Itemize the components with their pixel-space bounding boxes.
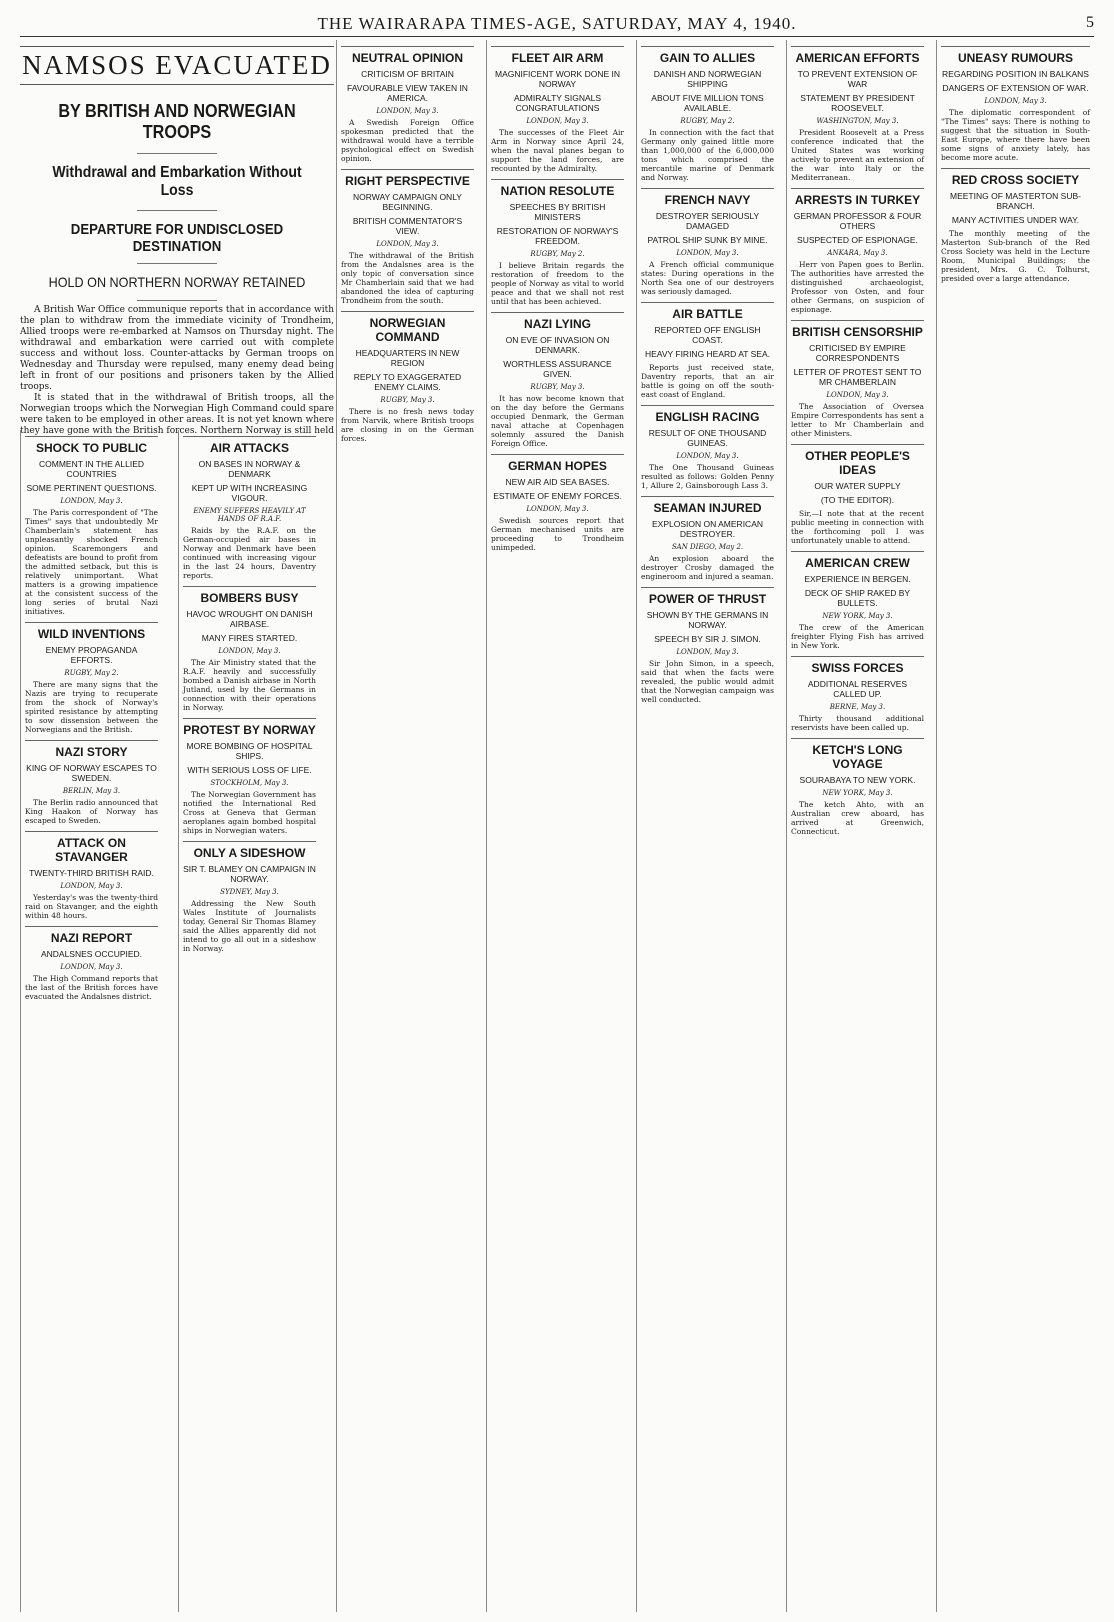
news-story (491, 46, 624, 173)
story-subhead: BRITISH COMMENTATOR'S VIEW. (352, 216, 463, 236)
lead-deck-3: DEPARTURE FOR UNDISCLOSED DESTINATION (70, 221, 284, 255)
story-subhead: CRITICISM OF BRITAIN (361, 69, 454, 79)
lead-story (20, 40, 334, 436)
story-body: Reports just received state, Daventry reports, that an air battle is going on off the south-east coast of England. (641, 363, 774, 399)
story-subhead: DESTROYER SERIOUSLY DAMAGED (655, 211, 760, 231)
divider (137, 153, 217, 154)
story-body: Swedish sources report that German mechanised units are proceeding to Trondheim unimpeded. (491, 516, 624, 552)
story-dateline: LONDON, May 3. (376, 107, 439, 115)
story-body: The High Command reports that the last of the British forces have evacuated the Andalsnes district. (25, 974, 158, 1001)
story-subhead: DECK OF SHIP RAKED BY BULLETS. (804, 588, 911, 608)
story-dateline: LONDON, May 3. (676, 249, 739, 257)
story-body: President Roosevelt at a Press conference indicated that the United States was working actively to prevent an extension of the war into Italy or the Mediterranean. (791, 128, 924, 182)
story-body: The diplomatic correspondent of "The Times" says: There is nothing to suggest that the situation in South-East Europe, where there have been some signs of anxiety lately, has become more acute. (941, 108, 1090, 162)
story-subhead: ESTIMATE OF ENEMY FORCES. (493, 491, 622, 501)
story-subhead: ENEMY PROPAGANDA EFFORTS. (45, 645, 138, 665)
story-subhead: SHOWN BY THE GERMANS IN NORWAY. (646, 610, 769, 630)
lead-headline: NAMSOS EVACUATED (20, 46, 334, 85)
story-subhead: SOURABAYA TO NEW YORK. (799, 775, 916, 785)
story-headline: POWER OF THRUST (641, 587, 774, 606)
story-subhead: GERMAN PROFESSOR & FOUR OTHERS (793, 211, 922, 231)
story-dateline: LONDON, May 3. (60, 963, 123, 971)
story-headline: ARRESTS IN TURKEY (791, 188, 924, 207)
story-subhead: NORWAY CAMPAIGN ONLY BEGINNING. (353, 192, 462, 212)
story-subhead: HEAVY FIRING HEARD AT SEA. (644, 349, 770, 359)
divider (137, 300, 217, 301)
news-story (183, 436, 316, 580)
column-2 (178, 430, 320, 1612)
story-subhead: WITH SERIOUS LOSS OF LIFE. (187, 765, 312, 775)
lead-deck-4: HOLD ON NORTHERN NORWAY RETAINED (48, 274, 306, 290)
story-body: Sir John Simon, in a speech, said that when the facts were revealed, the public would admit that the Norwegian campaign was well conducted. (641, 659, 774, 704)
story-dateline: LONDON, May 3. (526, 117, 589, 125)
story-subhead: STATEMENT BY PRESIDENT ROOSEVELT. (800, 93, 915, 113)
news-story (25, 436, 158, 616)
page-number: 5 (1086, 14, 1094, 31)
story-subhead: ADMIRALTY SIGNALS CONGRATULATIONS (513, 93, 602, 113)
news-story (491, 179, 624, 306)
story-body: The monthly meeting of the Masterton Sub-branch of the Red Cross Society was held in the Lecture Room, Municipal Buildings; the president, Mrs. G. C. Tolhurst, presided over a large attendance. (941, 229, 1090, 283)
divider (137, 263, 217, 264)
news-story (641, 302, 774, 399)
news-story (941, 46, 1090, 162)
story-dateline: WASHINGTON, May 3. (816, 117, 899, 125)
story-headline: ATTACK ON STAVANGER (25, 831, 158, 864)
story-dateline: LONDON, May 3. (676, 452, 739, 460)
story-subhead: RESULT OF ONE THOUSAND GUINEAS. (648, 428, 767, 448)
story-headline: BOMBERS BUSY (183, 586, 316, 605)
news-story (491, 312, 624, 448)
story-headline: FLEET AIR ARM (491, 46, 624, 65)
story-dateline: RUGBY, May 3. (530, 383, 585, 391)
story-headline: NATION RESOLUTE (491, 179, 624, 198)
story-subhead: HEADQUARTERS IN NEW REGION (355, 348, 460, 368)
news-story (491, 454, 624, 552)
story-body: The Berlin radio announced that King Haakon of Norway has escaped to Sweden. (25, 798, 158, 825)
story-headline: SEAMAN INJURED (641, 496, 774, 515)
story-body: Herr von Papen goes to Berlin. The authorities have arrested the distinguished archaeologist, Professor von Osten, and four other Germans, on suspicion of espionage. (791, 260, 924, 314)
story-subhead: RESTORATION OF NORWAY'S FREEDOM. (496, 226, 619, 246)
story-body: The Paris correspondent of "The Times" says that undoubtedly Mr Chamberlain's statement has unpleasantly shocked French opinion. Scaremongers and defeatists are bound to profit from the admitted setback, but this is relatively unimportant. What matters is a growing impatience at the consistent success of the long series of brutal Nazi initiatives. (25, 508, 158, 616)
story-dateline: LONDON, May 3. (60, 882, 123, 890)
story-headline: NAZI STORY (25, 740, 158, 759)
news-story (341, 311, 474, 443)
news-story (641, 496, 774, 581)
news-story (25, 926, 158, 1001)
story-headline: ENGLISH RACING (641, 405, 774, 424)
masthead (20, 12, 1094, 37)
news-story (25, 831, 158, 920)
column-7 (936, 40, 1094, 1612)
story-dateline: SYDNEY, May 3. (220, 888, 279, 896)
lead-deck-1: BY BRITISH AND NORWEGIAN TROOPS (58, 101, 296, 142)
story-body: It has now become known that on the day before the Germans occupied Denmark, the German naval attache at Copenhagen solemnly assured the Danish Foreign Office. (491, 394, 624, 448)
story-dateline: BERLIN, May 3. (62, 787, 121, 795)
news-story (941, 168, 1090, 283)
story-subhead: MAGNIFICENT WORK DONE IN NORWAY (495, 69, 620, 89)
story-headline: GAIN TO ALLIES (641, 46, 774, 65)
story-headline: NEUTRAL OPINION (341, 46, 474, 65)
story-headline: KETCH'S LONG VOYAGE (791, 738, 924, 771)
story-dateline: RUGBY, May 2. (530, 250, 585, 258)
story-body: An explosion aboard the destroyer Crosby damaged the engineroom and injured a seaman. (641, 554, 774, 581)
news-story (791, 738, 924, 836)
story-dateline: LONDON, May 3. (60, 497, 123, 505)
news-story (183, 718, 316, 835)
story-dateline: ENEMY SUFFERS HEAVILY AT HANDS OF R.A.F. (193, 507, 306, 523)
story-headline: NORWEGIAN COMMAND (341, 311, 474, 344)
story-subhead: PATROL SHIP SUNK BY MINE. (647, 235, 768, 245)
story-subhead: DANISH AND NORWEGIAN SHIPPING (653, 69, 762, 89)
news-story (791, 444, 924, 545)
story-subhead: EXPLOSION ON AMERICAN DESTROYER. (652, 519, 763, 539)
story-subhead: KING OF NORWAY ESCAPES TO SWEDEN. (26, 763, 157, 783)
story-subhead: ABOUT FIVE MILLION TONS AVAILABLE. (651, 93, 764, 113)
story-body: The crew of the American freighter Flying Fish has arrived in New York. (791, 623, 924, 650)
news-story (791, 46, 924, 182)
story-subhead: NEW AIR AID SEA BASES. (505, 477, 610, 487)
story-subhead: MANY FIRES STARTED. (201, 633, 298, 643)
column-1 (20, 430, 162, 1612)
story-headline: WILD INVENTIONS (25, 622, 158, 641)
news-story (341, 169, 474, 305)
story-body: I believe Britain regards the restoration of freedom to the people of Norway as vital to world peace and that we shall not rest until that has been achieved. (491, 261, 624, 306)
story-subhead: SOME PERTINENT QUESTIONS. (26, 483, 157, 493)
news-story (25, 622, 158, 734)
story-subhead: WORTHLESS ASSURANCE GIVEN. (503, 359, 612, 379)
news-story (791, 656, 924, 732)
lead-paragraph: It is stated that in the withdrawal of British troops, all the Norwegian troops which the Norwegian High Command could spare were taken to be employed in other areas. It is not yet known where they have gone with the British forces. Northern Norway is still held (20, 393, 334, 436)
story-subhead: (TO THE EDITOR). (820, 495, 895, 505)
story-headline: AIR ATTACKS (183, 436, 316, 455)
column-5 (636, 40, 778, 1612)
story-subhead: OUR WATER SUPPLY (814, 481, 901, 491)
story-headline: NAZI LYING (491, 312, 624, 331)
story-dateline: BERNE, May 3. (829, 703, 886, 711)
story-headline: SHOCK TO PUBLIC (25, 436, 158, 455)
lead-deck-2: Withdrawal and Embarkation Without Loss (52, 164, 302, 199)
story-body: A Swedish Foreign Office spokesman predicted that the withdrawal would have a terrible psychological effect on Swedish opinion. (341, 118, 474, 163)
column-4 (486, 40, 628, 1612)
story-subhead: ADDITIONAL RESERVES CALLED UP. (807, 679, 908, 699)
news-story (641, 405, 774, 490)
story-headline: FRENCH NAVY (641, 188, 774, 207)
story-dateline: STOCKHOLM, May 3. (210, 779, 289, 787)
story-body: A French official communique states: During operations in the North Sea one of our destroyers was seriously damaged. (641, 260, 774, 296)
story-headline: GERMAN HOPES (491, 454, 624, 473)
story-dateline: ANKARA, May 3. (827, 249, 888, 257)
news-story (791, 320, 924, 438)
story-headline: OTHER PEOPLE'S IDEAS (791, 444, 924, 477)
story-body: Raids by the R.A.F. on the German-occupied air bases in Norway and Denmark have been continued with increasing vigour in the last 24 hours, Daventry reports. (183, 526, 316, 580)
story-dateline: RUGBY, May 2. (64, 669, 119, 677)
story-dateline: RUGBY, May 2. (680, 117, 735, 125)
story-subhead: ON EVE OF INVASION ON DENMARK. (505, 335, 610, 355)
story-subhead: REPLY TO EXAGGERATED ENEMY CLAIMS. (353, 372, 462, 392)
story-subhead: ON BASES IN NORWAY & DENMARK (198, 459, 301, 479)
story-subhead: SUSPECTED OF ESPIONAGE. (797, 235, 918, 245)
story-dateline: LONDON, May 3. (218, 647, 281, 655)
story-body: The Air Ministry stated that the R.A.F. heavily and successfully bombed a Danish airbase in North Jutland, used by the Germans in connection with their operations in Norway. (183, 658, 316, 712)
story-subhead: HAVOC WROUGHT ON DANISH AIRBASE. (186, 609, 313, 629)
story-body: Thirty thousand additional reservists have been called up. (791, 714, 924, 732)
story-subhead: MORE BOMBING OF HOSPITAL SHIPS. (186, 741, 313, 761)
story-subhead: SPEECH BY SIR J. SIMON. (654, 634, 761, 644)
story-body: The withdrawal of the British from the Andalsnes area is the only topic of conversation since Mr Chamberlain said that we had abandoned the idea of capturing Trondheim from the south. (341, 251, 474, 305)
story-dateline: NEW YORK, May 3. (822, 612, 893, 620)
news-story (341, 46, 474, 163)
story-subhead: COMMENT IN THE ALLIED COUNTRIES (38, 459, 144, 479)
story-headline: ONLY A SIDESHOW (183, 841, 316, 860)
story-dateline: NEW YORK, May 3. (822, 789, 893, 797)
story-headline: UNEASY RUMOURS (941, 46, 1090, 65)
story-body: The Association of Oversea Empire Correspondents has sent a letter to Mr Chamberlain and other Ministers. (791, 402, 924, 438)
story-headline: SWISS FORCES (791, 656, 924, 675)
column-3 (336, 40, 478, 1612)
story-dateline: LONDON, May 3. (376, 240, 439, 248)
story-subhead: TWENTY-THIRD BRITISH RAID. (29, 868, 154, 878)
story-subhead: TO PREVENT EXTENSION OF WAR (797, 69, 918, 89)
story-subhead: ANDALSNES OCCUPIED. (40, 949, 143, 959)
story-subhead: KEPT UP WITH INCREASING VIGOUR. (191, 483, 308, 503)
news-story (25, 740, 158, 825)
story-headline: BRITISH CENSORSHIP (791, 320, 924, 339)
story-headline: RED CROSS SOCIETY (941, 168, 1090, 187)
news-story (641, 188, 774, 296)
story-subhead: LETTER OF PROTEST SENT TO MR CHAMBERLAIN (793, 367, 922, 387)
story-subhead: MANY ACTIVITIES UNDER WAY. (951, 215, 1080, 225)
story-subhead: DANGERS OF EXTENSION OF WAR. (942, 83, 1089, 93)
story-body: The Norwegian Government has notified the International Red Cross at Geneva that German aeroplanes again bombed hospital ships in Norwegian waters. (183, 790, 316, 835)
story-body: Sir,—I note that at the recent public meeting in connection with the forthcoming poll I was unfortunately unable to attend. (791, 509, 924, 545)
story-subhead: SIR T. BLAMEY ON CAMPAIGN IN NORWAY. (183, 864, 316, 884)
story-headline: RIGHT PERSPECTIVE (341, 169, 474, 188)
news-story (791, 188, 924, 314)
story-headline: AMERICAN CREW (791, 551, 924, 570)
news-story (183, 841, 316, 953)
story-subhead: EXPERIENCE IN BERGEN. (804, 574, 911, 584)
story-body: The successes of the Fleet Air Arm in Norway since April 24, when the naval planes began to support the land forces, are recounted by the Admiralty. (491, 128, 624, 173)
story-subhead: REGARDING POSITION IN BALKANS (942, 69, 1089, 79)
news-story (641, 46, 774, 182)
story-headline: AIR BATTLE (641, 302, 774, 321)
news-story (641, 587, 774, 704)
story-dateline: RUGBY, May 3. (380, 396, 435, 404)
story-body: There is no fresh news today from Narvik, where British troops are closing in on the German forces. (341, 407, 474, 443)
story-subhead: SPEECHES BY BRITISH MINISTERS (509, 202, 606, 222)
divider (137, 210, 217, 211)
story-body: The One Thousand Guineas resulted as follows: Golden Penny 1, Allure 2, Gainsborough Lass 3. (641, 463, 774, 490)
story-body: Addressing the New South Wales Institute of Journalists today, General Sir Thomas Blamey said the Allies apparently did not intend to go all out in a sideshow in Norway. (183, 899, 316, 953)
story-body: The ketch Ahto, with an Australian crew aboard, has arrived at Greenwich, Connecticut. (791, 800, 924, 836)
column-6 (786, 40, 928, 1612)
story-headline: NAZI REPORT (25, 926, 158, 945)
story-body: There are many signs that the Nazis are trying to recuperate from the shock of Norway's spirited resistance by attempting to sow dissension between the Norwegians and the British. (25, 680, 158, 734)
story-dateline: LONDON, May 3. (526, 505, 589, 513)
story-dateline: SAN DIEGO, May 2. (671, 543, 744, 551)
story-subhead: MEETING OF MASTERTON SUB-BRANCH. (950, 191, 1081, 211)
story-dateline: LONDON, May 3. (984, 97, 1047, 105)
news-story (183, 586, 316, 712)
story-body: Yesterday's was the twenty-third raid on Stavanger, and the eighth within 48 hours. (25, 893, 158, 920)
story-dateline: LONDON, May 3. (826, 391, 889, 399)
story-headline: AMERICAN EFFORTS (791, 46, 924, 65)
story-headline: PROTEST BY NORWAY (183, 718, 316, 737)
news-story (791, 551, 924, 650)
masthead-title: THE WAIRARAPA TIMES-AGE, SATURDAY, MAY 4, 1940. (317, 14, 797, 33)
story-body: In connection with the fact that Germany only gained little more than 1,000,000 of the 6,000,000 tons which comprised the mercantile marine of Denmark and Norway. (641, 128, 774, 182)
story-dateline: LONDON, May 3. (676, 648, 739, 656)
story-subhead: FAVOURABLE VIEW TAKEN IN AMERICA. (347, 83, 468, 103)
lead-paragraph: A British War Office communique reports that in accordance with the plan to withdraw from the immediate vicinity of Trondheim, Allied troops were re-embarked at Namsos on Thursday night. The withdrawal and embarkation were carried out with complete success and without loss. Counter-attacks by German troops on Wednesday and Thursday were repulsed, many enemy dead being left in front of our positions and prisoners taken by the Allied troops. (20, 305, 334, 392)
story-subhead: REPORTED OFF ENGLISH COAST. (654, 325, 761, 345)
story-subhead: CRITICISED BY EMPIRE CORRESPONDENTS (809, 343, 906, 363)
